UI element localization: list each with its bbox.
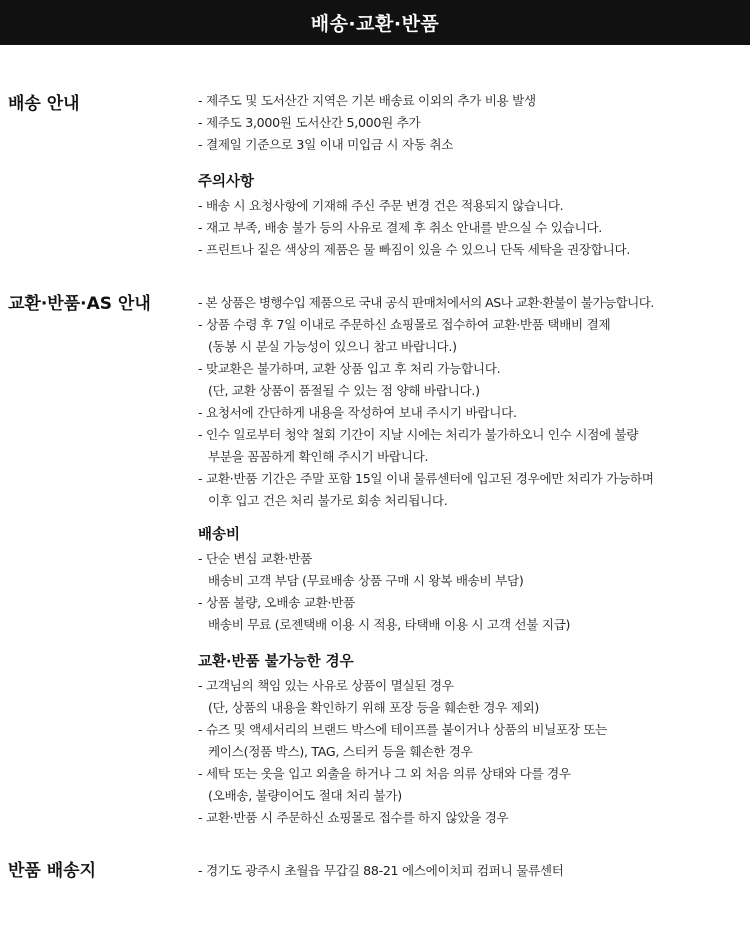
shipping-fee xyxy=(198,525,748,636)
exchange-unavailable xyxy=(198,652,748,829)
exchange-line: 이후 입고 건은 처리 불가로 회송 처리됩니다. xyxy=(208,493,448,508)
return-address xyxy=(198,860,748,882)
exchange-line: 부분을 꼼꼼하게 확인해 주시기 바랍니다. xyxy=(208,449,429,464)
shipping-line: - 제주도 3,000원 도서산간 5,000원 추가 xyxy=(198,115,421,130)
unavailable-line: - 교환·반품 시 주문하신 쇼핑몰로 접수를 하지 않았을 경우 xyxy=(198,810,509,825)
caution-line: - 프린트나 짙은 색상의 제품은 물 빠짐이 있을 수 있으니 단독 세탁을 권장합니다. xyxy=(198,242,631,257)
exchange-line: - 교환·반품 기간은 주말 포함 15일 이내 물류센터에 입고된 경우에만 처리가 가능하며 xyxy=(198,471,654,486)
shipping-line: - 제주도 및 도서산간 지역은 기본 배송료 이외의 추가 비용 발생 xyxy=(198,93,536,108)
exchange-line: - 상품 수령 후 7일 이내로 주문하신 쇼핑몰로 접수하여 교환·반품 택배비 결제 xyxy=(198,317,611,332)
section-title-return-address: 반품 배송지 xyxy=(8,861,97,881)
caution-heading: 주의사항 xyxy=(198,174,255,190)
shipping-info xyxy=(198,90,748,156)
unavailable-heading: 교환·반품 불가능한 경우 xyxy=(198,654,354,670)
unavailable-line: (오배송, 불량이어도 절대 처리 불가) xyxy=(208,788,402,803)
exchange-line: (단, 교환 상품이 품절될 수 있는 점 양해 바랍니다.) xyxy=(208,383,480,398)
exchange-line: - 요청서에 간단하게 내용을 작성하여 보내 주시기 바랍니다. xyxy=(198,405,517,420)
fee-heading: 배송비 xyxy=(198,527,241,543)
fee-line: 배송비 고객 부담 (무료배송 상품 구매 시 왕복 배송비 부담) xyxy=(208,573,524,588)
exchange-line: - 맞교환은 불가하며, 교환 상품 입고 후 처리 가능합니다. xyxy=(198,361,501,376)
unavailable-line: - 고객님의 책임 있는 사유로 상품이 멸실된 경우 xyxy=(198,678,454,693)
header-bar xyxy=(0,0,750,45)
unavailable-line: - 세탁 또는 옷을 입고 외출을 하거나 그 외 처음 의류 상태와 다를 경우 xyxy=(198,766,571,781)
fee-line: - 상품 불량, 오배송 교환·반품 xyxy=(198,595,355,610)
shipping-caution xyxy=(198,172,748,261)
exchange-line: - 인수 일로부터 청약 철회 기간이 지날 시에는 처리가 불가하오니 인수 시점에 불량 xyxy=(198,427,639,442)
section-title-exchange: 교환·반품·AS 안내 xyxy=(8,294,151,314)
exchange-info xyxy=(198,292,748,512)
unavailable-line: (단, 상품의 내용을 확인하기 위해 포장 등을 훼손한 경우 제외) xyxy=(208,700,540,715)
return-address-line: - 경기도 광주시 초월읍 무갑길 88-21 에스에이치피 컴퍼니 물류센터 xyxy=(198,863,564,878)
page-title: 배송·교환·반품 xyxy=(310,13,440,35)
fee-line: 배송비 무료 (로젠택배 이용 시 적용, 타택배 이용 시 고객 선불 지급) xyxy=(208,617,571,632)
caution-line: - 배송 시 요청사항에 기재해 주신 주문 변경 건은 적용되지 않습니다. xyxy=(198,198,564,213)
shipping-line: - 결제일 기준으로 3일 이내 미입금 시 자동 취소 xyxy=(198,137,454,152)
exchange-line: - 본 상품은 병행수입 제품으로 국내 공식 판매처에서의 AS나 교환·환불이 불가능합니다. xyxy=(198,295,654,310)
fee-line: - 단순 변심 교환·반품 xyxy=(198,551,312,566)
unavailable-line: - 슈즈 및 액세서리의 브랜드 박스에 테이프를 붙이거나 상품의 비닐포장 또는 xyxy=(198,722,608,737)
section-title-shipping: 배송 안내 xyxy=(8,94,80,114)
caution-line: - 재고 부족, 배송 불가 등의 사유로 결제 후 취소 안내를 받으실 수 있습니다. xyxy=(198,220,602,235)
exchange-line: (동봉 시 분실 가능성이 있으니 참고 바랍니다.) xyxy=(208,339,457,354)
unavailable-line: 케이스(정품 박스), TAG, 스티커 등을 훼손한 경우 xyxy=(208,744,473,759)
